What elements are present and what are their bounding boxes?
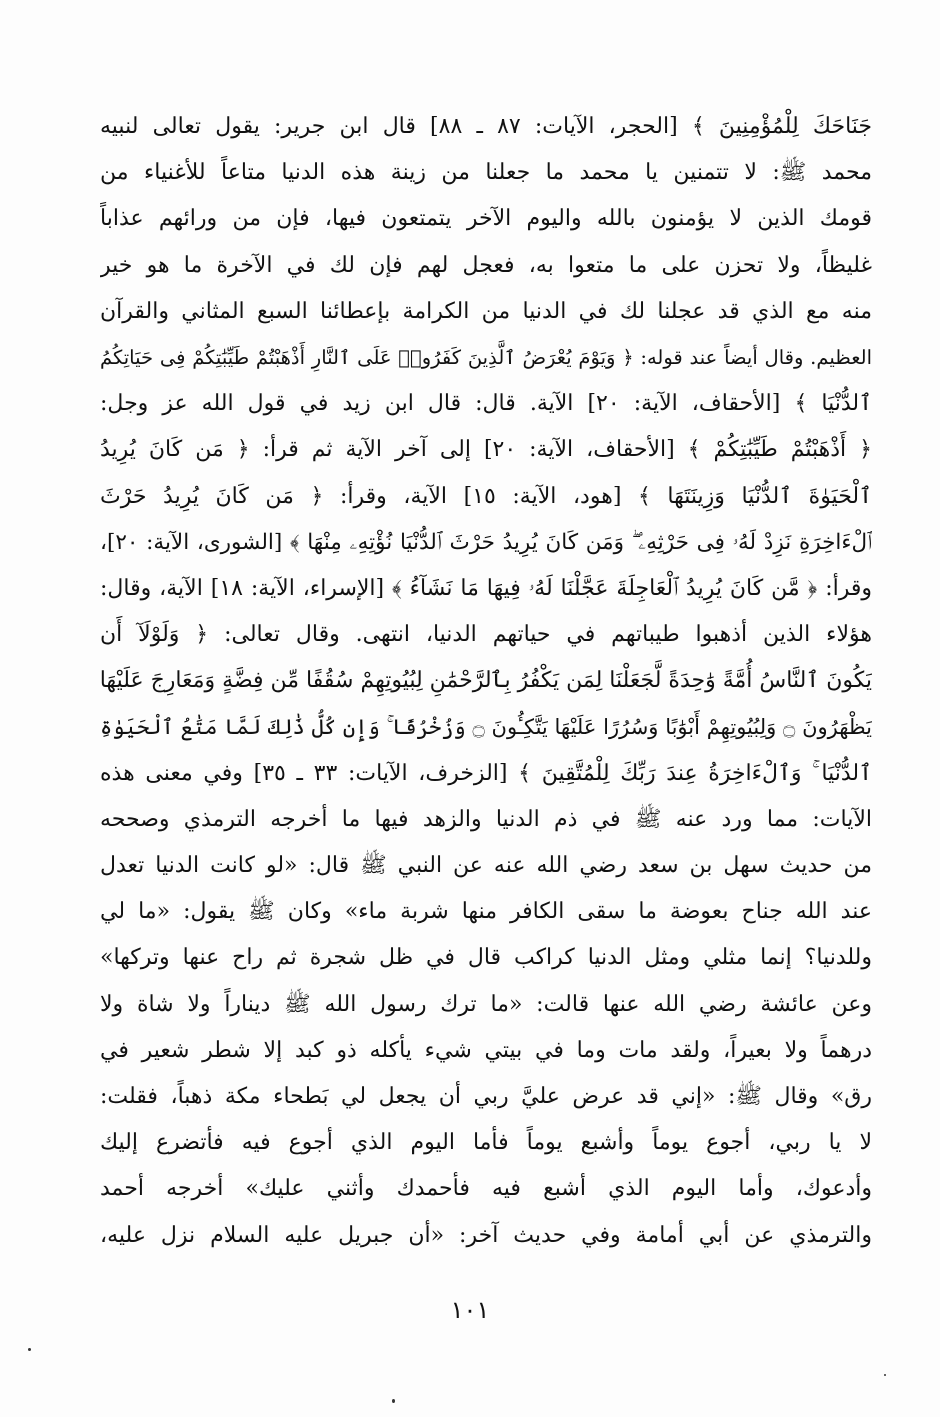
text-line: الآيات: مما ورد عنه ﷺ في ذم الدنيا والزهد فيها ما أخرجه الترمذي وصححه: [100, 806, 872, 832]
text-line: درهماً ولا بعيراً، ولقد مات وما في بيتي شيء يأكله ذو كبد إلا شطر شعير في: [100, 1037, 872, 1063]
text-line: جَنَاحَكَ لِلْمُؤْمِنِينَ ﴾ [الحجر، الآيات: ٨٧ ـ ٨٨] قال ابن جرير: يقول تعالى لنبيه: [100, 114, 872, 139]
text-line: ﴿ أَذْهَبْتُمْ طَيِّبَٰتِكُمْ ﴾ [الأحقاف، الآية: ٢٠] إلى آخر الآية ثم قرأ: ﴿ مَن كَانَ يُرِيدُ: [100, 437, 872, 463]
text-line: ٱلْحَيَوٰةَ ٱلدُّنْيَا وَزِينَتَهَا ﴾ [هود، الآية: ١٥] الآية، وقرأ: ﴿ مَن كَانَ يُرِيدُ حَرْثَ: [100, 483, 872, 509]
text-line: العظيم. وقال أيضاً عند قوله: ﴿ وَيَوْمَ يُعْرَضُ ٱلَّذِينَ كَفَرُوا۟ عَلَى ٱلنَّارِ أَذْهَبْتُمْ طَيِّبَٰتِكُمْ فِى حَيَاتِكُمُ: [100, 345, 872, 369]
text-line: وقرأ: ﴿ مَّن كَانَ يُرِيدُ ٱلْعَاجِلَةَ عَجَّلْنَا لَهُۥ فِيهَا مَا نَشَآءُ ﴾ [الإسراء، الآية: ١٨] الآية، وقال:: [100, 575, 872, 601]
text-line: ٱلدُّنْيَا ﴾ [الأحقاف، الآية: ٢٠] الآية. قال: قال ابن زيد في قول الله عز وجل:: [100, 391, 872, 417]
text-line: غليظاً، ولا تحزن على ما متعوا به، فعجل لهم فإن لك في الآخرة ما هو خير: [100, 252, 872, 278]
scan-speck: [884, 1374, 886, 1376]
text-line: لا يا ربي، أجوع يوماً وأشبع يوماً فأما اليوم الذي أجوع فيه فأتضرع إليك: [100, 1130, 872, 1156]
text-line: منه مع الذي قد عجلنا لك في الدنيا من الكرامة بإعطائنا السبع المثاني والقرآن: [100, 298, 872, 324]
page-number: ١٠١: [450, 1296, 490, 1324]
text-line: محمد ﷺ: لا تتمنين يا محمد ما جعلنا من زينة هذه الدنيا متاعاً للأغنياء من: [100, 160, 872, 186]
text-line: هؤلاء الذين أذهبوا طيباتهم في حياتهم الدنيا، انتهى. وقال تعالى: ﴿ وَلَوْلَآ أَن: [100, 622, 872, 648]
text-line: من حديث سهل بن سعد رضي الله عنه عن النبي ﷺ قال: «لو كانت الدنيا تعدل: [100, 853, 872, 878]
text-line: رق» وقال ﷺ: «إني قد عرض عليَّ ربي أن يجعل لي بَطحاء مكة ذهباً، فقلت:: [100, 1083, 872, 1109]
text-line: يَظْهَرُونَ ۝ وَلِبُيُوتِهِمْ أَبْوَٰبًا وَسُرُرًا عَلَيْهَا يَتَّكِـُٔونَ ۝ وَزُخْرُفًا ۚ وَإِن كُلُّ ذَٰلِكَ لَمَّا مَتَٰعُ ٱلْحَيَوٰةِ: [100, 715, 872, 740]
scan-speck: [392, 1399, 395, 1403]
text-line: عند الله جناح بعوضة ما سقى الكافر منها شربة ماء» وكان ﷺ يقول: «ما لي: [100, 899, 872, 925]
text-line: ٱلْءَاخِرَةِ نَزِدْ لَهُۥ فِى حَرْثِهِۦ ۖ وَمَن كَانَ يُرِيدُ حَرْثَ ٱلدُّنْيَا نُؤْتِهِۦ مِنْهَا ﴾ [الشورى، الآية: ٢٠]،: [100, 529, 872, 555]
text-line: وللدنيا؟ إنما مثلي ومثل الدنيا كراكب قال في ظل شجرة ثم راح عنها وتركها»: [100, 945, 872, 971]
text-line: ٱلدُّنْيَا ۚ وَٱلْءَاخِرَةُ عِندَ رَبِّكَ لِلْمُتَّقِينَ ﴾ [الزخرف، الآيات: ٣٣ ـ ٣٥] وفي معنى هذه: [100, 760, 872, 786]
scan-speck: [28, 1348, 31, 1351]
text-line: والترمذي عن أبي أمامة وفي حديث آخر: «أن جبريل عليه السلام نزل عليه،: [100, 1222, 872, 1248]
text-line: وأدعوك، وأما اليوم الذي أشبع فيه فأحمدك وأثني عليك» أخرجه أحمد: [100, 1176, 872, 1202]
text-line: وعن عائشة رضي الله عنها قالت: «ما ترك رسول الله ﷺ ديناراً ولا شاة ولا: [100, 991, 872, 1017]
text-line: يَكُونَ ٱلنَّاسُ أُمَّةً وَٰحِدَةً لَّجَعَلْنَا لِمَن يَكْفُرُ بِٱلرَّحْمَٰنِ لِبُيُوتِهِمْ سُقُفًا مِّن فِضَّةٍ وَمَعَارِجَ عَلَيْهَا: [100, 668, 872, 694]
text-line: قومك الذين لا يؤمنون بالله واليوم الآخر يتمتعون فيها، فإن من ورائهم عذاباً: [100, 206, 872, 232]
body-text: [100, 104, 872, 1259]
